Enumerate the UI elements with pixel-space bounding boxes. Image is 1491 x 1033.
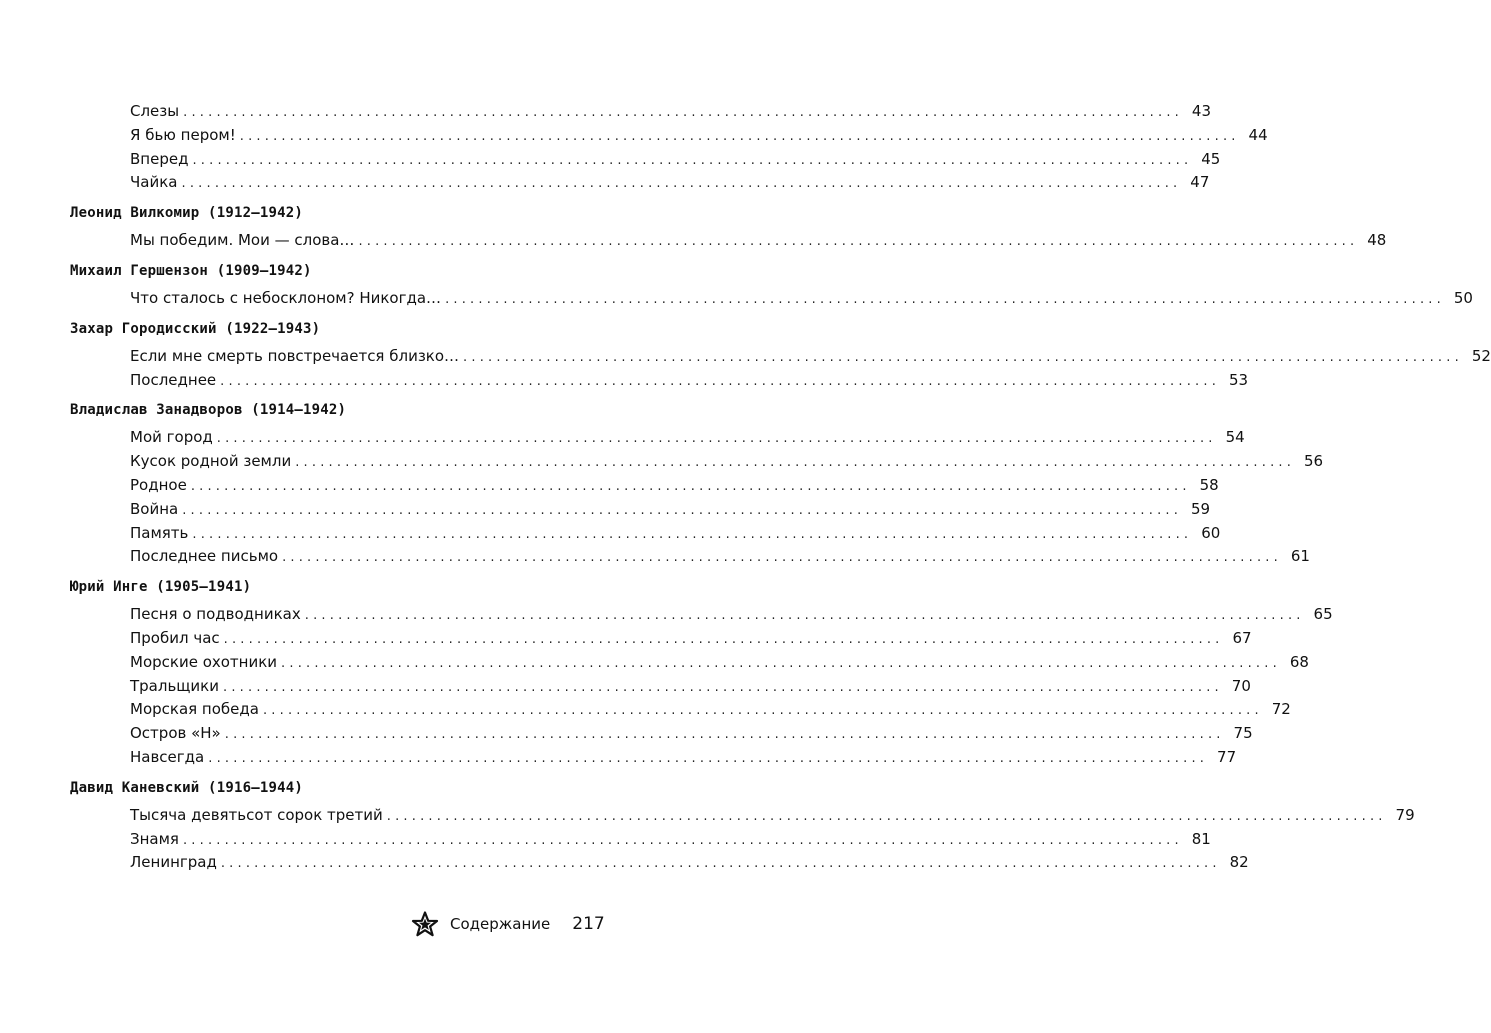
entry-title: Морские охотники — [130, 652, 278, 671]
entry-page-number: 82 — [1229, 853, 1249, 872]
entry-page-number: 59 — [1191, 499, 1211, 518]
entry-title: Тральщики — [130, 676, 219, 695]
dot-leader: ........................................................................................................................ — [182, 502, 1183, 518]
entry-page-number: 56 — [1304, 452, 1324, 471]
toc-entry — [130, 100, 1211, 124]
dot-leader: ........................................................................................................................ — [358, 234, 1359, 250]
author-block — [70, 201, 1387, 253]
entry-page-number: 47 — [1190, 173, 1210, 192]
toc-entry — [130, 498, 1211, 522]
author-heading: Михаил Гершензон (1909–1942) — [70, 262, 312, 279]
entry-title: Ленинград — [130, 853, 217, 872]
dot-leader: ........................................................................................................................ — [208, 750, 1209, 766]
dot-leader: ........................................................................................................................ — [220, 373, 1221, 389]
entry-title: Кусок родной земли — [130, 452, 292, 471]
author-heading: Леонид Вилкомир (1912–1942) — [70, 205, 303, 222]
entry-page-number: 54 — [1225, 428, 1245, 447]
entry-page-number: 60 — [1201, 523, 1221, 542]
entry-page-number: 70 — [1231, 676, 1251, 695]
toc-entry — [130, 675, 1251, 699]
toc-entry — [130, 426, 1245, 450]
entry-title: Пробил час — [130, 628, 220, 647]
entry-title: Морская победа — [130, 700, 259, 719]
entry-page-number: 48 — [1367, 231, 1387, 250]
entry-page-number: 53 — [1228, 370, 1249, 389]
entry-title: Чайка — [130, 173, 178, 192]
entry-title: Остров «Н» — [130, 724, 221, 743]
dot-leader: ........................................................................................................................ — [386, 808, 1387, 824]
toc-entry — [130, 828, 1211, 852]
toc-entry — [130, 651, 1309, 675]
entry-title: Если мне смерть повстречается близко… — [130, 346, 460, 365]
table-of-contents — [70, 100, 1491, 875]
toc-entry — [130, 287, 1473, 311]
toc-entry — [130, 124, 1268, 148]
dot-leader: ........................................................................................................................ — [239, 128, 1240, 144]
dot-leader: ........................................................................................................................ — [295, 455, 1296, 471]
dot-leader: ........................................................................................................................ — [304, 608, 1305, 624]
author-block — [70, 259, 1473, 311]
dot-leader: ........................................................................................................................ — [183, 105, 1183, 120]
dot-leader: ........................................................................................................................ — [282, 550, 1282, 566]
entry-page-number: 44 — [1248, 125, 1268, 144]
toc-entry — [130, 851, 1249, 875]
entry-page-number: 43 — [1191, 102, 1211, 120]
toc-group — [70, 100, 1268, 195]
toc-entry — [130, 746, 1237, 770]
entry-page-number: 67 — [1232, 628, 1252, 647]
page-number: 217 — [572, 914, 605, 934]
author-block — [70, 575, 1333, 770]
toc-entry — [130, 522, 1221, 546]
toc-entry — [130, 474, 1219, 498]
dot-leader: ........................................................................................................................ — [262, 703, 1263, 719]
entry-title: Знамя — [130, 829, 179, 848]
entry-title: Тысяча девятьсот сорок третий — [130, 805, 383, 824]
entry-title: Родное — [130, 475, 187, 494]
dot-leader: ........................................................................................................................ — [181, 176, 1182, 192]
entry-page-number: 72 — [1271, 700, 1291, 719]
dot-leader: ........................................................................................................................ — [192, 526, 1193, 542]
entry-page-number: 68 — [1289, 652, 1309, 671]
entry-title: Война — [130, 499, 179, 518]
entry-page-number: 52 — [1471, 346, 1491, 365]
toc-entry — [130, 698, 1291, 722]
dot-leader: ........................................................................................................................ — [182, 832, 1183, 848]
toc-entry — [130, 229, 1387, 253]
entry-title: Вперед — [130, 149, 189, 168]
author-block — [70, 776, 1415, 875]
dot-leader: ........................................................................................................................ — [223, 631, 1224, 647]
entry-page-number: 81 — [1191, 829, 1211, 848]
entry-page-number: 61 — [1290, 547, 1310, 566]
entry-page-number: 77 — [1217, 747, 1237, 766]
entry-title: Память — [130, 523, 189, 542]
entry-title: Я бью пером! — [130, 125, 236, 144]
dot-leader: ........................................................................................................................ — [281, 655, 1281, 671]
entry-title: Слезы — [130, 102, 180, 120]
section-title: Содержание — [450, 915, 551, 933]
entry-page-number: 75 — [1233, 724, 1253, 743]
dot-leader: ........................................................................................................................ — [463, 349, 1463, 365]
toc-entry — [130, 148, 1221, 172]
toc-entry — [130, 450, 1324, 474]
entry-title: Последнее письмо — [130, 547, 279, 566]
entry-page-number: 79 — [1395, 805, 1415, 824]
dot-leader: ........................................................................................................................ — [216, 431, 1217, 447]
dot-leader: ........................................................................................................................ — [224, 727, 1225, 743]
dot-leader: ........................................................................................................................ — [445, 291, 1445, 307]
entry-title: Песня о подводниках — [130, 605, 301, 624]
toc-entry — [130, 345, 1491, 369]
author-heading: Владислав Занадворов (1914–1942) — [70, 402, 347, 419]
dot-leader: ........................................................................................................................ — [192, 152, 1193, 168]
dot-leader: ........................................................................................................................ — [220, 856, 1221, 872]
dot-leader: ........................................................................................................................ — [190, 478, 1191, 494]
toc-entry — [130, 603, 1333, 627]
toc-entry — [130, 627, 1252, 651]
entry-page-number: 45 — [1201, 149, 1221, 168]
entry-title: Мы победим. Мои — слова… — [130, 231, 355, 250]
toc-entry — [130, 545, 1310, 569]
author-block — [70, 317, 1491, 393]
page-footer — [412, 906, 605, 942]
entry-title: Мой город — [130, 428, 213, 447]
toc-entry — [130, 804, 1415, 828]
entry-page-number: 58 — [1199, 475, 1219, 494]
toc-entry — [130, 722, 1253, 746]
star-icon — [412, 911, 438, 937]
toc-entry — [130, 369, 1249, 393]
author-heading: Юрий Инге (1905–1941) — [70, 579, 252, 596]
author-heading: Захар Городисский (1922–1943) — [70, 320, 321, 337]
toc-entry — [130, 171, 1210, 195]
dot-leader: ........................................................................................................................ — [223, 679, 1223, 695]
author-groups — [70, 201, 1491, 875]
author-heading: Давид Каневский (1916–1944) — [70, 779, 303, 796]
entry-title: Последнее — [130, 370, 217, 389]
entry-page-number: 50 — [1453, 288, 1473, 307]
entry-page-number: 65 — [1313, 605, 1333, 624]
entry-title: Что сталось с небосклоном? Никогда… — [130, 288, 442, 307]
author-block — [70, 398, 1324, 569]
entry-title: Навсегда — [130, 747, 205, 766]
